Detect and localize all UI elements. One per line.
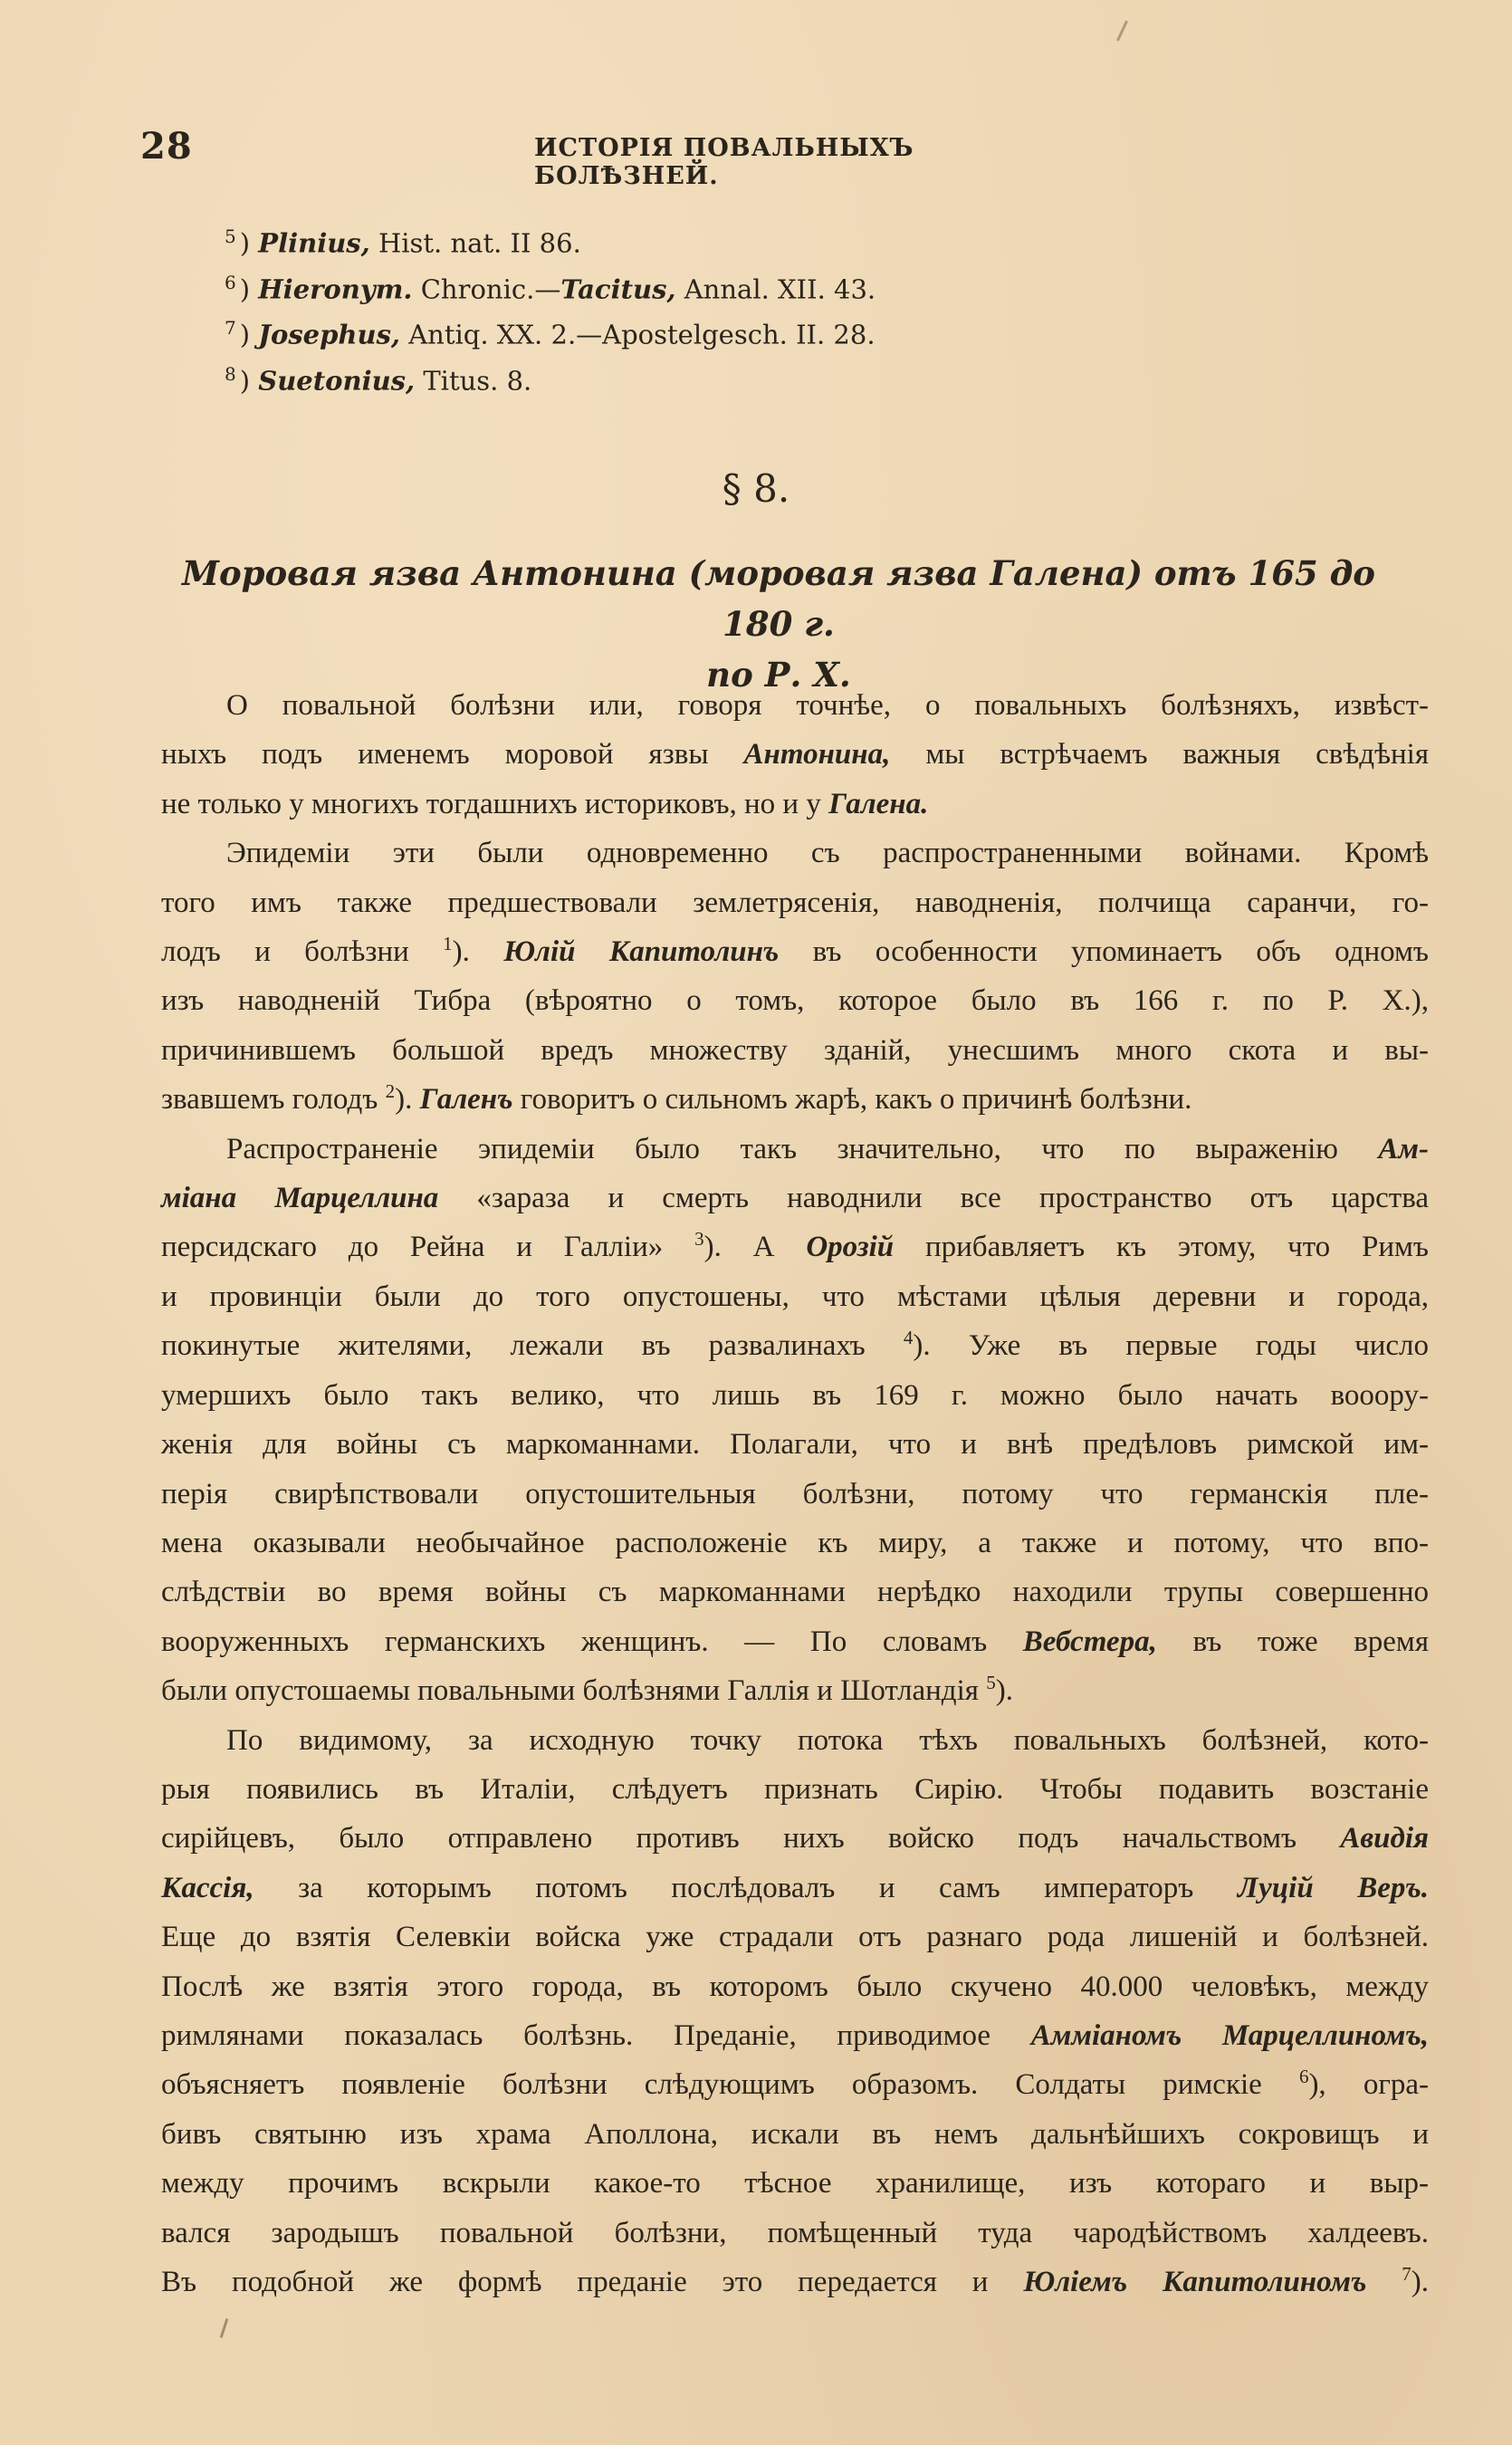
text-line: рыя появились въ Италіи, слѣдуетъ признать Сирію. Чтобы подавить возстаніе (161, 1772, 1429, 1806)
text-line: и провинціи были до того опустошены, что мѣстами цѣлыя деревни и города, (161, 1280, 1429, 1313)
page-number: 28 (140, 125, 193, 168)
text-line (161, 1222, 1429, 1271)
footnote-author: Suetonius, (258, 365, 416, 397)
footnote-text: Antiq. XX. 2.—Apostelgesch. II. 28. (408, 319, 876, 350)
text-span: прибавляетъ къ этому, что Римъ (894, 1231, 1429, 1264)
footnote-text-2: Annal. XII. 43. (684, 273, 876, 305)
paragraph-3 (161, 1125, 1429, 1716)
paragraph-4 (161, 1716, 1429, 2307)
text-line: изъ наводненій Тибра (вѣроятно о томъ, которое было въ 166 г. по Р. X.), (161, 984, 1429, 1018)
text-span: персидскаго до Рейна и Галліи» (161, 1231, 695, 1264)
text-span: за которымъ потомъ послѣдовалъ и самъ императоръ (254, 1871, 1238, 1904)
text-line: Еще до взятія Селевкіи войска уже страдали отъ разнаго рода лишеній и болѣзней. (161, 1921, 1429, 1954)
footnote-author: Plinius, (258, 227, 370, 259)
text-span: не только у многихъ тогдашнихъ историковъ, но и у (161, 787, 829, 820)
text-line: причинившемъ большой вредъ множеству зданій, унесшимъ много скота и вы- (161, 1033, 1429, 1067)
text-span: ), огра- (1308, 2068, 1429, 2102)
footnote-ref: 1 (443, 933, 453, 955)
italic-name: міана Марцеллина (161, 1182, 439, 1215)
text-span: были опустошаемы повальными болѣзнями Галлія и Шотландія (161, 1674, 987, 1708)
text-line: того имъ также предшествовали землетрясенія, наводненія, полчища саранчи, го- (161, 886, 1429, 919)
section-heading (154, 548, 1403, 700)
text-span: Распространеніе эпидеміи было такъ значительно, что по выраженію (226, 1132, 1379, 1165)
text-span: объясняетъ появленіе болѣзни слѣдующимъ образомъ. Солдаты римскіе (161, 2068, 1299, 2102)
text-span: сирійцевъ, было отправлено противъ нихъ войско подъ начальствомъ (161, 1822, 1341, 1855)
text-span: вооруженныхъ германскихъ женщинъ. — По словамъ (161, 1625, 1023, 1658)
text-span: ). (452, 935, 504, 969)
text-line (161, 927, 1429, 976)
text-span: ). А (703, 1231, 807, 1264)
footnote-8: $^8$ ) Suetonius, Titus. 8. (225, 362, 532, 397)
italic-name: Юліемъ Капитолиномъ (1023, 2266, 1367, 2298)
footnote-ref: 5 (986, 1672, 996, 1694)
footnote-ref: 6 (1298, 2066, 1309, 2088)
footnotes (225, 217, 1039, 401)
footnote-ref: 7 (1402, 2263, 1412, 2285)
text-span: въ тоже время (1156, 1625, 1429, 1658)
footnote-ref: 4 (903, 1327, 914, 1349)
text-line (161, 1814, 1429, 1863)
text-line (161, 2011, 1429, 2060)
text-span: «зараза и смерть наводнили все пространство отъ царства (438, 1182, 1429, 1215)
footnote-author: Josephus, (258, 319, 400, 350)
text-span: ныхъ подъ именемъ моровой язвы (161, 738, 744, 772)
text-line (161, 1617, 1429, 1666)
text-line: женія для войны съ маркоманнами. Полагали, что и внѣ предѣловъ римской им- (161, 1428, 1429, 1462)
text-span: въ особенности упоминаетъ объ одномъ (779, 935, 1429, 969)
paper-scratch-mark (1116, 20, 1128, 41)
text-line: Эпидеміи эти были одновременно съ распространенными войнами. Кромѣ (226, 837, 1429, 870)
paragraph-2 (161, 829, 1429, 1124)
italic-name: Амміаномъ Марцеллиномъ, (1030, 2018, 1429, 2052)
footnote-7: $^7$ ) Josephus, Antiq. XX. 2.—Apostelgesch. II. 28. (225, 317, 876, 350)
text-line (161, 1864, 1429, 1913)
italic-name: Орозій (806, 1231, 895, 1264)
section-number: § 8. (722, 466, 790, 511)
text-span: римлянами показалась болѣзнь. Преданіе, приводимое (161, 2018, 1031, 2052)
text-line: вался зародышъ повальной болѣзни, помѣщенный туда чародѣйствомъ халдеевъ. (161, 2216, 1429, 2249)
text-span: ). (1411, 2266, 1429, 2298)
text-line (161, 780, 1429, 829)
section-heading-line-1: Моровая язва Антонина (моровая язва Галена) отъ 165 до 180 г. (182, 553, 1375, 644)
text-span: ). Уже въ первые годы число (913, 1329, 1429, 1363)
italic-name: Кассія, (161, 1871, 254, 1904)
text-span: говоритъ о сильномъ жарѣ, какъ о причинѣ болѣзни. (512, 1083, 1192, 1117)
italic-name: Авидія (1340, 1822, 1429, 1855)
text-line (161, 2060, 1429, 2109)
text-line: слѣдствіи во время войны съ маркоманнами нерѣдко находили трупы совершенно (161, 1576, 1429, 1609)
footnote-author: Hieronym. (258, 273, 413, 305)
text-line: О повальной болѣзни или, говоря точнѣе, о повальныхъ болѣзняхъ, извѣст- (226, 689, 1429, 722)
text-span: ). (395, 1083, 420, 1117)
text-span: Въ подобной же формѣ преданіе это передается и (161, 2266, 1024, 2298)
italic-name: Ам- (1378, 1132, 1429, 1165)
footnote-mark: 5 (225, 225, 236, 247)
text-line (161, 1075, 1429, 1124)
text-line: По видимому, за исходную точку потока тѣхъ повальныхъ болѣзней, кото- (226, 1723, 1429, 1757)
italic-name: Галена. (828, 787, 929, 820)
section-heading-line-2: по Р. X. (706, 655, 851, 695)
text-span: лодъ и болѣзни (161, 935, 444, 969)
text-line (161, 1174, 1429, 1222)
text-span: покинутые жителями, лежали въ развалинахъ (161, 1329, 904, 1363)
text-line (161, 1321, 1429, 1370)
text-line: умершихъ было такъ велико, что лишь въ 169 г. можно было начать вооору- (161, 1378, 1429, 1412)
text-line: мена оказывали необычайное расположеніе къ миру, а также и потому, что впо- (161, 1526, 1429, 1559)
footnote-text: Hist. nat. II 86. (378, 227, 581, 259)
footnote-author-2: Tacitus, (560, 273, 676, 305)
body-text (161, 681, 1429, 2306)
running-head (140, 125, 1046, 190)
text-span: мы встрѣчаемъ важныя свѣдѣнія (890, 738, 1429, 772)
footnote-mark: 7 (225, 317, 236, 340)
text-span: ). (995, 1674, 1013, 1708)
footnote-mark: 8 (225, 362, 236, 385)
text-line (161, 2258, 1429, 2306)
text-line: бивъ святыню изъ храма Аполлона, искали въ немъ дальнѣйшихъ сокровищъ и (161, 2117, 1429, 2151)
footnote-ref: 3 (694, 1228, 704, 1251)
paragraph-1 (161, 681, 1429, 829)
footnote-text: Titus. 8. (423, 365, 532, 397)
italic-name: Антонина, (743, 738, 891, 772)
running-title: ИСТОРІЯ ПОВАЛЬНЫХЪ БОЛѢЗНЕЙ. (534, 134, 914, 190)
italic-name: Юлій Капитолинъ (503, 935, 780, 969)
footnote-ref: 2 (385, 1080, 396, 1103)
text-line: между прочимъ вскрыли какое-то тѣсное хранилище, изъ котораго и выр- (161, 2167, 1429, 2200)
text-line (161, 1125, 1429, 1174)
footnote-5: $^5$ ) Plinius, Hist. nat. II 86. (225, 225, 581, 259)
paper-scratch-mark (220, 2318, 229, 2338)
italic-name: Галенъ (419, 1083, 513, 1117)
text-span: звавшемъ голодъ (161, 1083, 386, 1117)
text-line: перія свирѣпствовали опустошительныя болѣзни, потому что германскія пле- (161, 1477, 1429, 1510)
text-line (161, 1666, 1429, 1715)
footnote-6: $^6$ ) Hieronym. Chronic.—Tacitus, Annal. XII. 43. (225, 271, 876, 305)
footnote-mark: 6 (225, 271, 236, 293)
text-line: Послѣ же взятія этого города, въ которомъ было скучено 40.000 человѣкъ, между (161, 1970, 1429, 2003)
italic-name: Вебстера, (1022, 1625, 1157, 1658)
italic-name: Луцій Веръ. (1237, 1871, 1429, 1904)
footnote-text: Chronic.— (420, 273, 561, 305)
text-line (161, 730, 1429, 779)
